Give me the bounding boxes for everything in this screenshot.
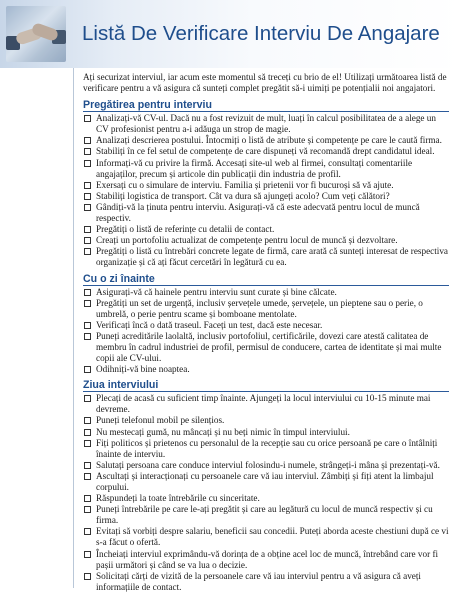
checklist-item <box>83 504 449 526</box>
checklist-item <box>83 320 449 331</box>
checklist-item-text: Plecați de acasă cu suficient timp înainte. Ajungeți la locul interviului cu 10-15 minute mai devreme. <box>96 393 431 415</box>
checklist-item <box>83 158 449 180</box>
checklist-item <box>83 438 449 460</box>
checklist-item-text: Puneți telefonul mobil pe silențios. <box>96 415 225 426</box>
checklist-item-text: Odihniți-vă bine noaptea. <box>96 364 190 375</box>
checklist-item-text: Exersați cu o simulare de interviu. Familia și prietenii vor fi bucuroși să vă ajute. <box>96 179 394 190</box>
checklist-item-text: Puneți întrebările pe care le-ați pregătit și care au legătură cu locul de muncă respectiv și cu firma. <box>96 504 433 526</box>
checkbox[interactable] <box>84 204 91 211</box>
checkbox[interactable] <box>84 248 91 255</box>
checklist-item-text: Solicitați cărți de vizită de la persoanele care vă iau interviul pentru a vă asigura că aveți informațiile de contact. <box>96 570 421 592</box>
checklist-item <box>83 135 449 146</box>
checkbox[interactable] <box>84 193 91 200</box>
checklist-item <box>83 298 449 320</box>
checklist-item-text: Salutați persoana care conduce interviul folosindu-i numele, strângeți-i mâna și prezentați-vă. <box>96 459 440 470</box>
header-banner <box>0 0 462 68</box>
intro-paragraph: Ați securizat interviul, iar acum este momentul să treceți cu brio de el! Utilizați următoarea listă de verificare pentru a vă asigura că sunteți complet pregătit să-i uimiți pe potențialii noi angajatori. <box>83 72 447 94</box>
checkbox[interactable] <box>84 573 91 580</box>
checklist-item-text: Încheiați interviul exprimându-vă dorința de a obține acel loc de muncă, întrebând care vor fi pașii următori și când se va lua o decizie. <box>96 548 439 570</box>
checklist <box>83 113 449 268</box>
handshake-photo <box>6 6 66 62</box>
checklist-item <box>83 526 449 548</box>
checklist-item <box>83 180 449 191</box>
checkbox[interactable] <box>84 473 91 480</box>
checklist-section <box>83 273 449 376</box>
checkbox[interactable] <box>84 137 91 144</box>
sections-container <box>83 99 449 593</box>
checklist-item <box>83 224 449 235</box>
checkbox[interactable] <box>84 226 91 233</box>
checkbox[interactable] <box>84 462 91 469</box>
page-title: Listă De Verificare Interviu De Angajare <box>82 22 440 45</box>
checkbox[interactable] <box>84 300 91 307</box>
checklist-item-text: Asigurați-vă că hainele pentru interviu sunt curate și bine călcate. <box>96 286 337 297</box>
checklist-item-text: Creați un portofoliu actualizat de competențe pentru locul de muncă și dezvoltare. <box>96 235 398 246</box>
checklist-item <box>83 364 449 375</box>
checkbox[interactable] <box>84 395 91 402</box>
margin-divider <box>73 68 74 588</box>
checklist-item <box>83 549 449 571</box>
checkbox[interactable] <box>84 417 91 424</box>
checklist-item <box>83 415 449 426</box>
checklist-item <box>83 471 449 493</box>
checklist-item <box>83 460 449 471</box>
checklist-section <box>83 379 449 593</box>
checklist-section <box>83 99 449 268</box>
checklist-item-text: Gândiți-vă la ținuta pentru interviu. Asigurați-vă că este adecvată pentru locul de muncă respectiv. <box>96 201 420 224</box>
checkbox[interactable] <box>84 333 91 340</box>
checkbox[interactable] <box>84 506 91 513</box>
checklist-item-text: Analizați descrierea postului. Întocmiți o listă de atribute și competențe pe care le caută firma. <box>96 135 442 146</box>
checklist-item <box>83 246 449 268</box>
checklist-item <box>83 493 449 504</box>
checklist-item-text: Verificați încă o dată traseul. Faceți un test, dacă este necesar. <box>96 319 323 330</box>
checklist-item-text: Puneți acreditările laolaltă, inclusiv portofoliul, certificările, dovezi care atestă calitatea de membru în cadrul industriei de profil, permisul de conducere, cartea de identitate și mai multe copii ale CV-ului. <box>96 330 442 364</box>
checkbox[interactable] <box>84 429 91 436</box>
checkbox[interactable] <box>84 440 91 447</box>
section-title: Cu o zi înainte <box>83 273 449 286</box>
checklist-item <box>83 146 449 157</box>
checkbox[interactable] <box>84 160 91 167</box>
checklist-item-text: Evitați să vorbiți despre salariu, beneficii sau concedii. Puteți aborda aceste chestiuni după ce vi s-a făcut o ofertă. <box>96 526 449 548</box>
checklist-item-text: Pregătiți o listă cu întrebări concrete legate de firmă, care arată că sunteți interesat de respectiva organizație și că ați făcut cercetări în legătură cu ea. <box>96 246 449 268</box>
checklist-item <box>83 235 449 246</box>
checkbox[interactable] <box>84 551 91 558</box>
checklist <box>83 287 449 376</box>
checklist-item <box>83 571 449 593</box>
checklist-body <box>83 72 449 597</box>
checklist-item <box>83 393 449 415</box>
section-title: Pregătirea pentru interviu <box>83 99 449 112</box>
checklist-item <box>83 331 449 364</box>
checklist-item-text: Pregătiți un set de urgență, inclusiv șervețele umede, șervețele, un pieptene sau o perie, o umbrelă, o perie pentru scame și bomboane mentolate. <box>96 297 423 319</box>
checkbox[interactable] <box>84 528 91 535</box>
checklist-item <box>83 113 449 135</box>
checklist-item-text: Informați-vă cu privire la firmă. Accesați site-ul web al firmei, consultați comentariile angajaților, precum și articole din publicații din industria de profil. <box>96 157 413 179</box>
checkbox[interactable] <box>84 289 91 296</box>
checklist-item <box>83 287 449 298</box>
checklist <box>83 393 449 593</box>
checklist-item-text: Răspundeți la toate întrebările cu sinceritate. <box>96 493 260 504</box>
checkbox[interactable] <box>84 237 91 244</box>
checkbox[interactable] <box>84 495 91 502</box>
checklist-item <box>83 427 449 438</box>
section-title: Ziua interviului <box>83 379 449 392</box>
checklist-item-text: Ascultați și interacționați cu persoanele care vă iau interviul. Zâmbiți și fiți atent la limbajul corpului. <box>96 470 434 492</box>
checklist-item-text: Pregătiți o listă de referințe cu detalii de contact. <box>96 224 275 235</box>
checklist-item-text: Fiți politicos și prietenos cu personalul de la recepție sau cu orice persoană pe care o întâlniți înainte de interviu. <box>96 437 438 459</box>
checkbox[interactable] <box>84 148 91 155</box>
checklist-item-text: Analizați-vă CV-ul. Dacă nu a fost revizuit de mult, luați în calcul posibilitatea de a alege un CV profesionist pentru a-i adăuga un strop de magie. <box>96 113 436 135</box>
checkbox[interactable] <box>84 322 91 329</box>
checklist-item-text: Nu mestecați gumă, nu mâncați și nu beți nimic în timpul interviului. <box>96 426 350 437</box>
checkbox[interactable] <box>84 115 91 122</box>
checklist-item <box>83 191 449 202</box>
checklist-item-text: Stabiliți în ce fel setul de competențe de care dispuneți vă recomandă drept candidatul ideal. <box>96 146 435 157</box>
checklist-item-text: Stabiliți logistica de transport. Cât va dura să ajungeți acolo? Cum veți călători? <box>96 190 390 201</box>
checkbox[interactable] <box>84 366 91 373</box>
checklist-item <box>83 202 449 224</box>
checkbox[interactable] <box>84 182 91 189</box>
